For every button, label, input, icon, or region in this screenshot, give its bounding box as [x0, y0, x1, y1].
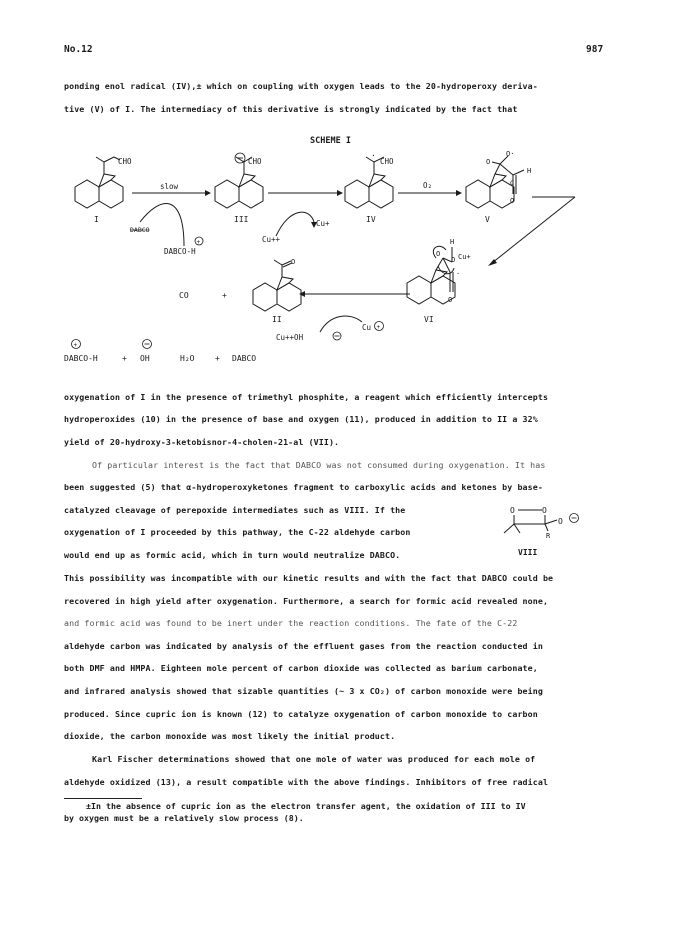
r-label: R	[546, 532, 551, 540]
svg-text:+: +	[196, 239, 201, 246]
slow-label: slow	[160, 182, 179, 191]
dabco-product: DABCO	[232, 354, 257, 363]
svg-text:O: O	[510, 506, 515, 515]
cho-label-3: CHO	[380, 157, 394, 166]
svg-text:O: O	[436, 250, 441, 258]
journal-number: No.12	[64, 44, 93, 55]
p3-line-2: aldehyde oxidized (13), a result compatible with the above findings. Inhibitors of free radical	[64, 777, 549, 787]
h-label-vi: H	[450, 238, 455, 246]
footnote-rule	[64, 798, 142, 799]
p2-cont-line-6: and infrared analysis showed that sizable quantities (~ 3 x CO₂) of carbon monoxide were being	[64, 686, 543, 696]
p1-line-3: yield of 20-hydroxy-3-ketobisnor-4-cholen-21-al (VII).	[64, 437, 340, 447]
intro-line-2: tive (V) of I. The intermediacy of this derivative is strongly indicated by the fact that	[64, 104, 518, 114]
svg-text:O: O	[451, 256, 456, 264]
p2-cont-line-8: dioxide, the carbon monoxide was most likely the initial product.	[64, 731, 396, 741]
p2-cont-line-2: recovered in high yield after oxygenation. Furthermore, a search for formic acid revealed none,	[64, 596, 549, 606]
p2-cont-line-1: This possibility was incompatible with our kinetic results and with the fact that DABCO could be	[64, 573, 554, 583]
dabco-h-product: DABCO-H	[64, 354, 98, 363]
svg-text:O: O	[291, 258, 296, 266]
p2-line-2: been suggested (5) that α-hydroperoxyketones fragment to carboxylic acids and ketones by base-	[64, 482, 543, 492]
svg-text:·: ·	[371, 151, 376, 160]
dabco-h-label: DABCO-H	[164, 247, 196, 256]
p2-cont-line-3: and formic acid was found to be inert under the reaction conditions. The fate of the C-22	[64, 618, 518, 628]
intro-line-1: ponding enol radical (IV),± which on coupling with oxygen leads to the 20-hydroperoxy deriva-	[64, 81, 538, 91]
p2-cont-line-5: both DMF and HMPA. Eighteen mole percent of carbon dioxide was collected as barium carbonate,	[64, 663, 538, 673]
p2-cont-line-4: aldehyde carbon was indicated by analysis of the effluent gases from the reaction conducted in	[64, 641, 543, 651]
co-label: CO	[179, 291, 189, 300]
svg-text:+: +	[122, 354, 127, 363]
p2-line-3: catalyzed cleavage of perepoxide intermediates such as VIII. If the	[64, 505, 406, 515]
p1-line-1: oxygenation of I in the presence of trimethyl phosphite, a reagent which efficiently intercepts	[64, 392, 549, 402]
svg-text:+: +	[73, 342, 78, 349]
byproducts-line	[64, 340, 256, 364]
h-label: H	[527, 167, 532, 175]
svg-text:+: +	[215, 354, 220, 363]
structure-VIII	[480, 500, 620, 562]
plus-label: +	[222, 291, 227, 300]
water-product: H₂O	[180, 354, 195, 363]
label-II: II	[272, 315, 282, 324]
structure-I	[75, 157, 123, 208]
cho-label-1: CHO	[118, 157, 132, 166]
svg-text:O: O	[486, 158, 491, 166]
p2-line-4: oxygenation of I proceeded by this pathway, the C-22 aldehyde carbon	[64, 527, 411, 537]
footnote-line-2: by oxygen must be a relatively slow process (8).	[64, 813, 304, 823]
svg-text:C: C	[510, 179, 514, 187]
cho-label-2: CHO	[248, 157, 262, 166]
cu-plus-plus-label-1: Cu++	[262, 235, 281, 244]
label-III: III	[234, 215, 249, 224]
label-I: I	[94, 215, 99, 224]
o2-label: O₂	[423, 181, 433, 190]
svg-text:O: O	[542, 506, 547, 515]
cu-plus-label-2: Cu+	[458, 253, 471, 261]
scheme-title: SCHEME I	[310, 136, 351, 146]
p2-line-1: Of particular interest is the fact that DABCO was not consumed during oxygenation. It has	[92, 460, 546, 470]
svg-text:O: O	[448, 296, 453, 304]
dabco-struck-label: DABCO	[130, 226, 150, 234]
svg-text:+: +	[376, 324, 381, 331]
footnote-line-1: ±In the absence of cupric ion as the electron transfer agent, the oxidation of III to IV	[86, 801, 526, 811]
cu-label: Cu	[362, 323, 372, 332]
svg-text:O: O	[558, 517, 563, 526]
label-VI: VI	[424, 315, 434, 324]
reaction-scheme	[0, 125, 680, 375]
p1-line-2: hydroperoxides (10) in the presence of base and oxygen (11), produced in addition to II a 32%	[64, 414, 538, 424]
label-IV: IV	[366, 215, 376, 224]
oh-product: OH	[140, 354, 150, 363]
svg-text:O: O	[510, 197, 515, 205]
p3-line-1: Karl Fischer determinations showed that one mole of water was produced for each mole of	[92, 754, 536, 764]
p2-line-5: would end up as formic acid, which in turn would neutralize DABCO.	[64, 550, 401, 560]
p2-cont-line-7: produced. Since cupric ion is known (12) to catalyze oxygenation of carbon monoxide to carbon	[64, 709, 538, 719]
page-number: 987	[586, 44, 604, 55]
label-V: V	[485, 215, 490, 224]
label-VIII: VIII	[518, 548, 538, 557]
structure-V	[466, 156, 524, 208]
cu-plus-label-1: Cu+	[316, 219, 330, 228]
cu-oh-label: Cu++OH	[276, 333, 304, 342]
structure-II	[253, 260, 301, 311]
svg-text:·: ·	[456, 270, 461, 278]
svg-text:O·: O·	[506, 150, 515, 158]
